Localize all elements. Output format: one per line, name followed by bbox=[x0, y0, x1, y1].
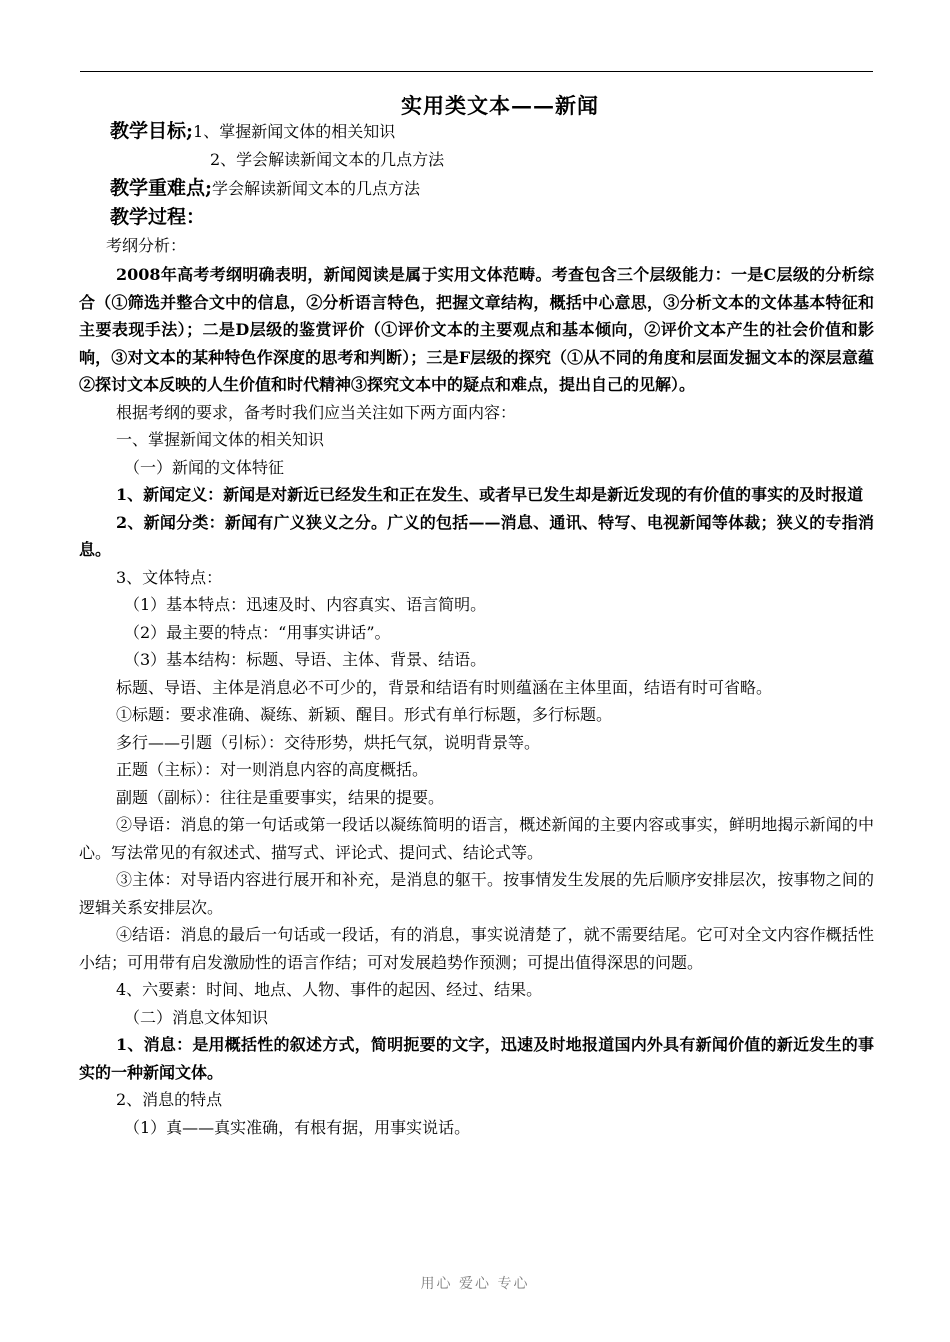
paragraph: 多行——引题（引标）：交待形势，烘托气氛，说明背景等。 bbox=[116, 732, 541, 752]
paragraph: （2）最主要的特点：“用事实讲话”。 bbox=[124, 622, 391, 642]
subsection-heading: （二）消息文体知识 bbox=[124, 1007, 269, 1027]
difficulty-label: 教学重难点; bbox=[110, 177, 213, 199]
goals-line bbox=[110, 120, 395, 143]
paragraph: ①标题：要求准确、凝练、新颖、醒目。形式有单行标题，多行标题。 bbox=[116, 705, 613, 724]
difficulty-text: 学会解读新闻文本的几点方法 bbox=[212, 179, 421, 198]
paragraph: 根据考纲的要求，备考时我们应当关注如下两方面内容： bbox=[116, 402, 517, 422]
difficulty-line bbox=[110, 177, 420, 200]
paragraph: 副题（副标）：往往是重要事实，结果的提要。 bbox=[116, 787, 445, 807]
paragraph: 1、消息：是用概括性的叙述方式，简明扼要的文字，迅速及时地报道国内外具有新闻价值的新近发生的事实的一种新闻文体。 bbox=[79, 1035, 874, 1082]
process-label: 教学过程： bbox=[110, 206, 206, 228]
paragraph: 1、新闻定义：新闻是对新近已经发生和正在发生、或者早已发生却是新近发现的有价值的事实的及时报道 bbox=[116, 485, 864, 504]
exam-label: 考纲分析： bbox=[106, 236, 187, 255]
paragraph: ③主体：对导语内容进行展开和补充，是消息的躯干。按事情发生发展的先后顺序安排层次，按事物之间的逻辑关系安排层次。 bbox=[79, 870, 874, 917]
paragraph: 2、消息的特点 bbox=[116, 1090, 223, 1109]
paragraph: （1）真——真实准确，有根有据，用事实说话。 bbox=[124, 1117, 471, 1137]
paragraph: ④结语：消息的最后一句话或一段话，有的消息，事实说清楚了，就不需要结尾。它可对全文内容作概括性小结；可用带有启发激励性的语言作结；可对发展趋势作预测；可提出值得深思的问题。 bbox=[79, 925, 874, 972]
subsection-heading: （一）新闻的文体特征 bbox=[124, 457, 285, 477]
paragraph: （3）基本结构：标题、导语、主体、背景、结语。 bbox=[124, 650, 487, 669]
goals-item-1: 1、掌握新闻文体的相关知识 bbox=[193, 122, 396, 141]
paragraph: 2008年高考考纲明确表明，新闻阅读是属于实用文体范畴。考查包含三个层级能力：一是C层级的分析综合（①筛选并整合文中的信息，②分析语言特色，把握文章结构，概括中心意思，③分析文本的文体基本特征和主要表现手法）；二是D层级的鉴赏评价（①评价文本的主要观点和基本倾向，②评价文本产生的社会价值和影响，③对文本的某种特色作深度的思考和判断）；三是F层级的探究（①从不同的角度和层面发掘文本的深层意蕴②探讨文本反映的人生价值和时代精神③探究文本中的疑点和难点，提出自己的见解）。 bbox=[79, 265, 874, 394]
header-rule bbox=[80, 71, 873, 72]
paragraph: 标题、导语、主体是消息必不可少的，背景和结语有时则蕴涵在主体里面，结语有时可省略。 bbox=[116, 677, 773, 697]
section-heading: 一、掌握新闻文体的相关知识 bbox=[116, 430, 325, 449]
paragraph: 3、文体特点： bbox=[116, 567, 223, 587]
paragraph: （1）基本特点：迅速及时、内容真实、语言简明。 bbox=[124, 595, 487, 614]
paragraph: 4、六要素：时间、地点、人物、事件的起因、经过、结果。 bbox=[116, 980, 543, 999]
goals-item-2: 2、学会解读新闻文本的几点方法 bbox=[210, 150, 445, 169]
body-text bbox=[79, 261, 874, 1141]
paragraph: 正题（主标）：对一则消息内容的高度概括。 bbox=[116, 760, 429, 779]
paragraph: ②导语：消息的第一句话或第一段话以凝练简明的语言，概述新闻的主要内容或事实，鲜明地揭示新闻的中心。写法常见的有叙述式、描写式、评论式、提问式、结论式等。 bbox=[79, 815, 874, 862]
paragraph: 2、新闻分类：新闻有广义狭义之分。广义的包括——消息、通讯、特写、电视新闻等体裁；狭义的专指消息。 bbox=[79, 512, 874, 559]
page-title: 实用类文本——新闻 bbox=[401, 93, 599, 118]
goals-label: 教学目标; bbox=[110, 120, 194, 142]
page-footer: 用心 爱心 专心 bbox=[420, 1276, 530, 1292]
